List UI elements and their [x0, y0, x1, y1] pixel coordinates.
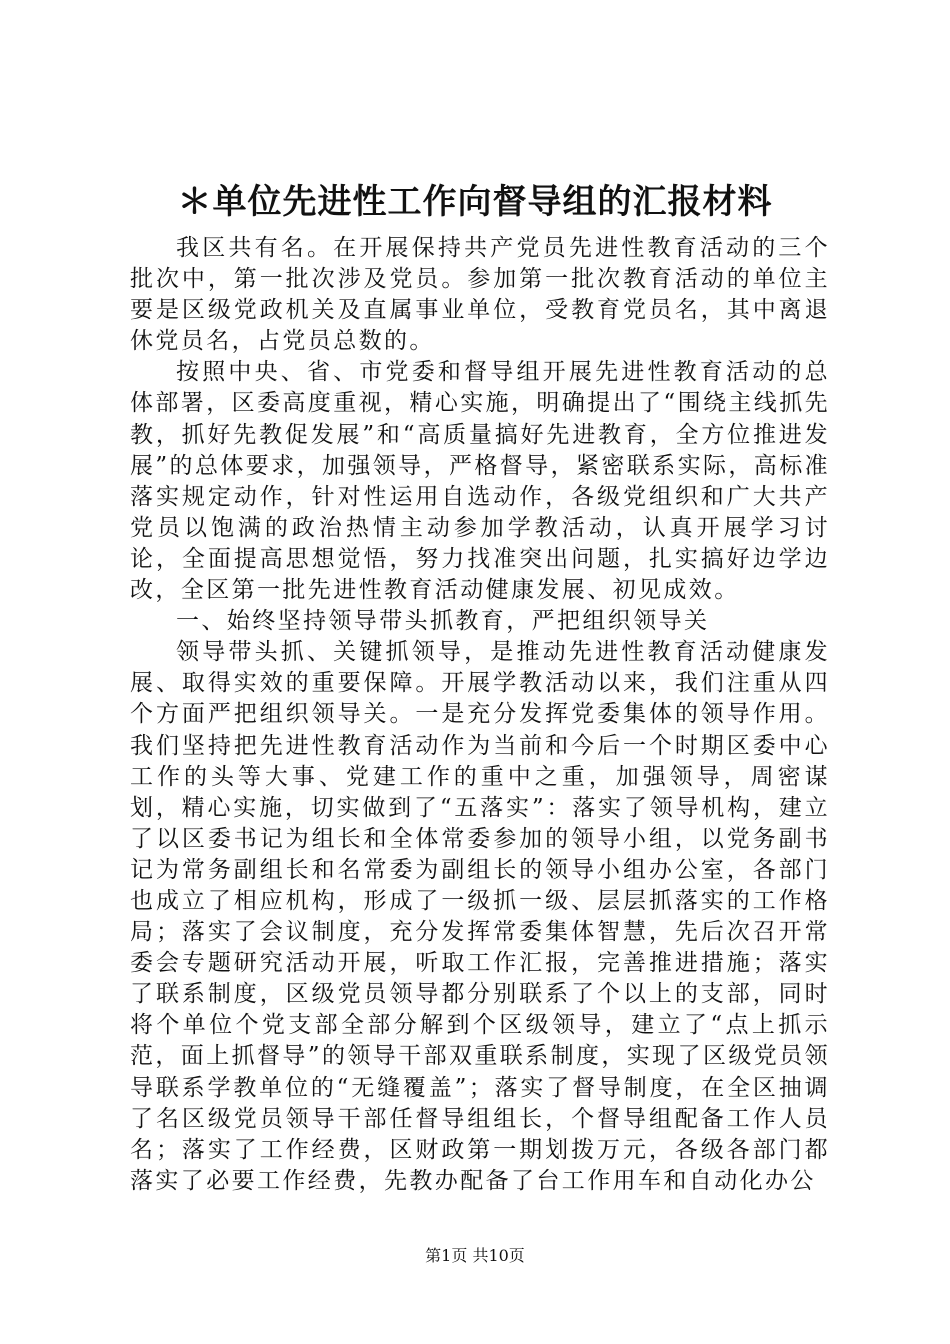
paragraph-overview: 按照中央、省、市党委和督导组开展先进性教育活动的总体部署，区委高度重视，精心实施，明确提出了“围绕主线抓先教，抓好先教促发展”和“高质量搞好先进教育，全方位推进发展”的总体要求，加强领导，严格督导，紧密联系实际，高标准落实规定动作，针对性运用自选动作，各级党组织和广大共产党员以饱满的政治热情主动参加学教活动，认真开展学习讨论，全面提高思想觉悟，努力找准突出问题，扎实搞好边学边改，全区第一批先进性教育活动健康发展、初见成效。 — [130, 359, 830, 604]
page-number-footer: 第1页 共10页 — [425, 1246, 525, 1265]
section-heading-1: 一、始终坚持领导带头抓教育，严把组织领导关 — [176, 608, 710, 635]
paragraph-intro: 我区共有名。在开展保持共产党员先进性教育活动的三个批次中，第一批次涉及党员。参加第一批次教育活动的单位主要是区级党政机关及直属事业单位，受教育党员名，其中离退休党员名，占党员总数的。 — [130, 235, 830, 355]
document-title: ＊单位先进性工作向督导组的汇报材料 — [177, 182, 773, 222]
document-body — [130, 233, 830, 1197]
paragraph-leadership: 领导带头抓、关键抓领导，是推动先进性教育活动健康发展、取得实效的重要保障。开展学教活动以来，我们注重从四个方面严把组织领导关。一是充分发挥党委集体的领导作用。我们坚持把先进性教育活动作为当前和今后一个时期区委中心工作的头等大事、党建工作的重中之重，加强领导，周密谋划，精心实施，切实做到了“五落实”：落实了领导机构，建立了以区委书记为组长和全体常委参加的领导小组，以党务副书记为常务副组长和名常委为副组长的领导小组办公室，各部门也成立了相应机构，形成了一级抓一级、层层抓落实的工作格局；落实了会议制度，充分发挥常委集体智慧，先后次召开常委会专题研究活动开展，听取工作汇报，完善推进措施；落实了联系制度，区级党员领导都分别联系了个以上的支部，同时将个单位个党支部全部分解到个区级领导，建立了“点上抓示范，面上抓督导”的领导干部双重联系制度，实现了区级党员领导联系学教单位的“无缝覆盖”；落实了督导制度，在全区抽调了名区级党员领导干部任督导组组长，个督导组配备工作人员名；落实了工作经费，区财政第一期划拨万元，各级各部门都落实了必要工作经费，先教办配备了台工作用车和自动化办公 — [130, 639, 830, 1194]
